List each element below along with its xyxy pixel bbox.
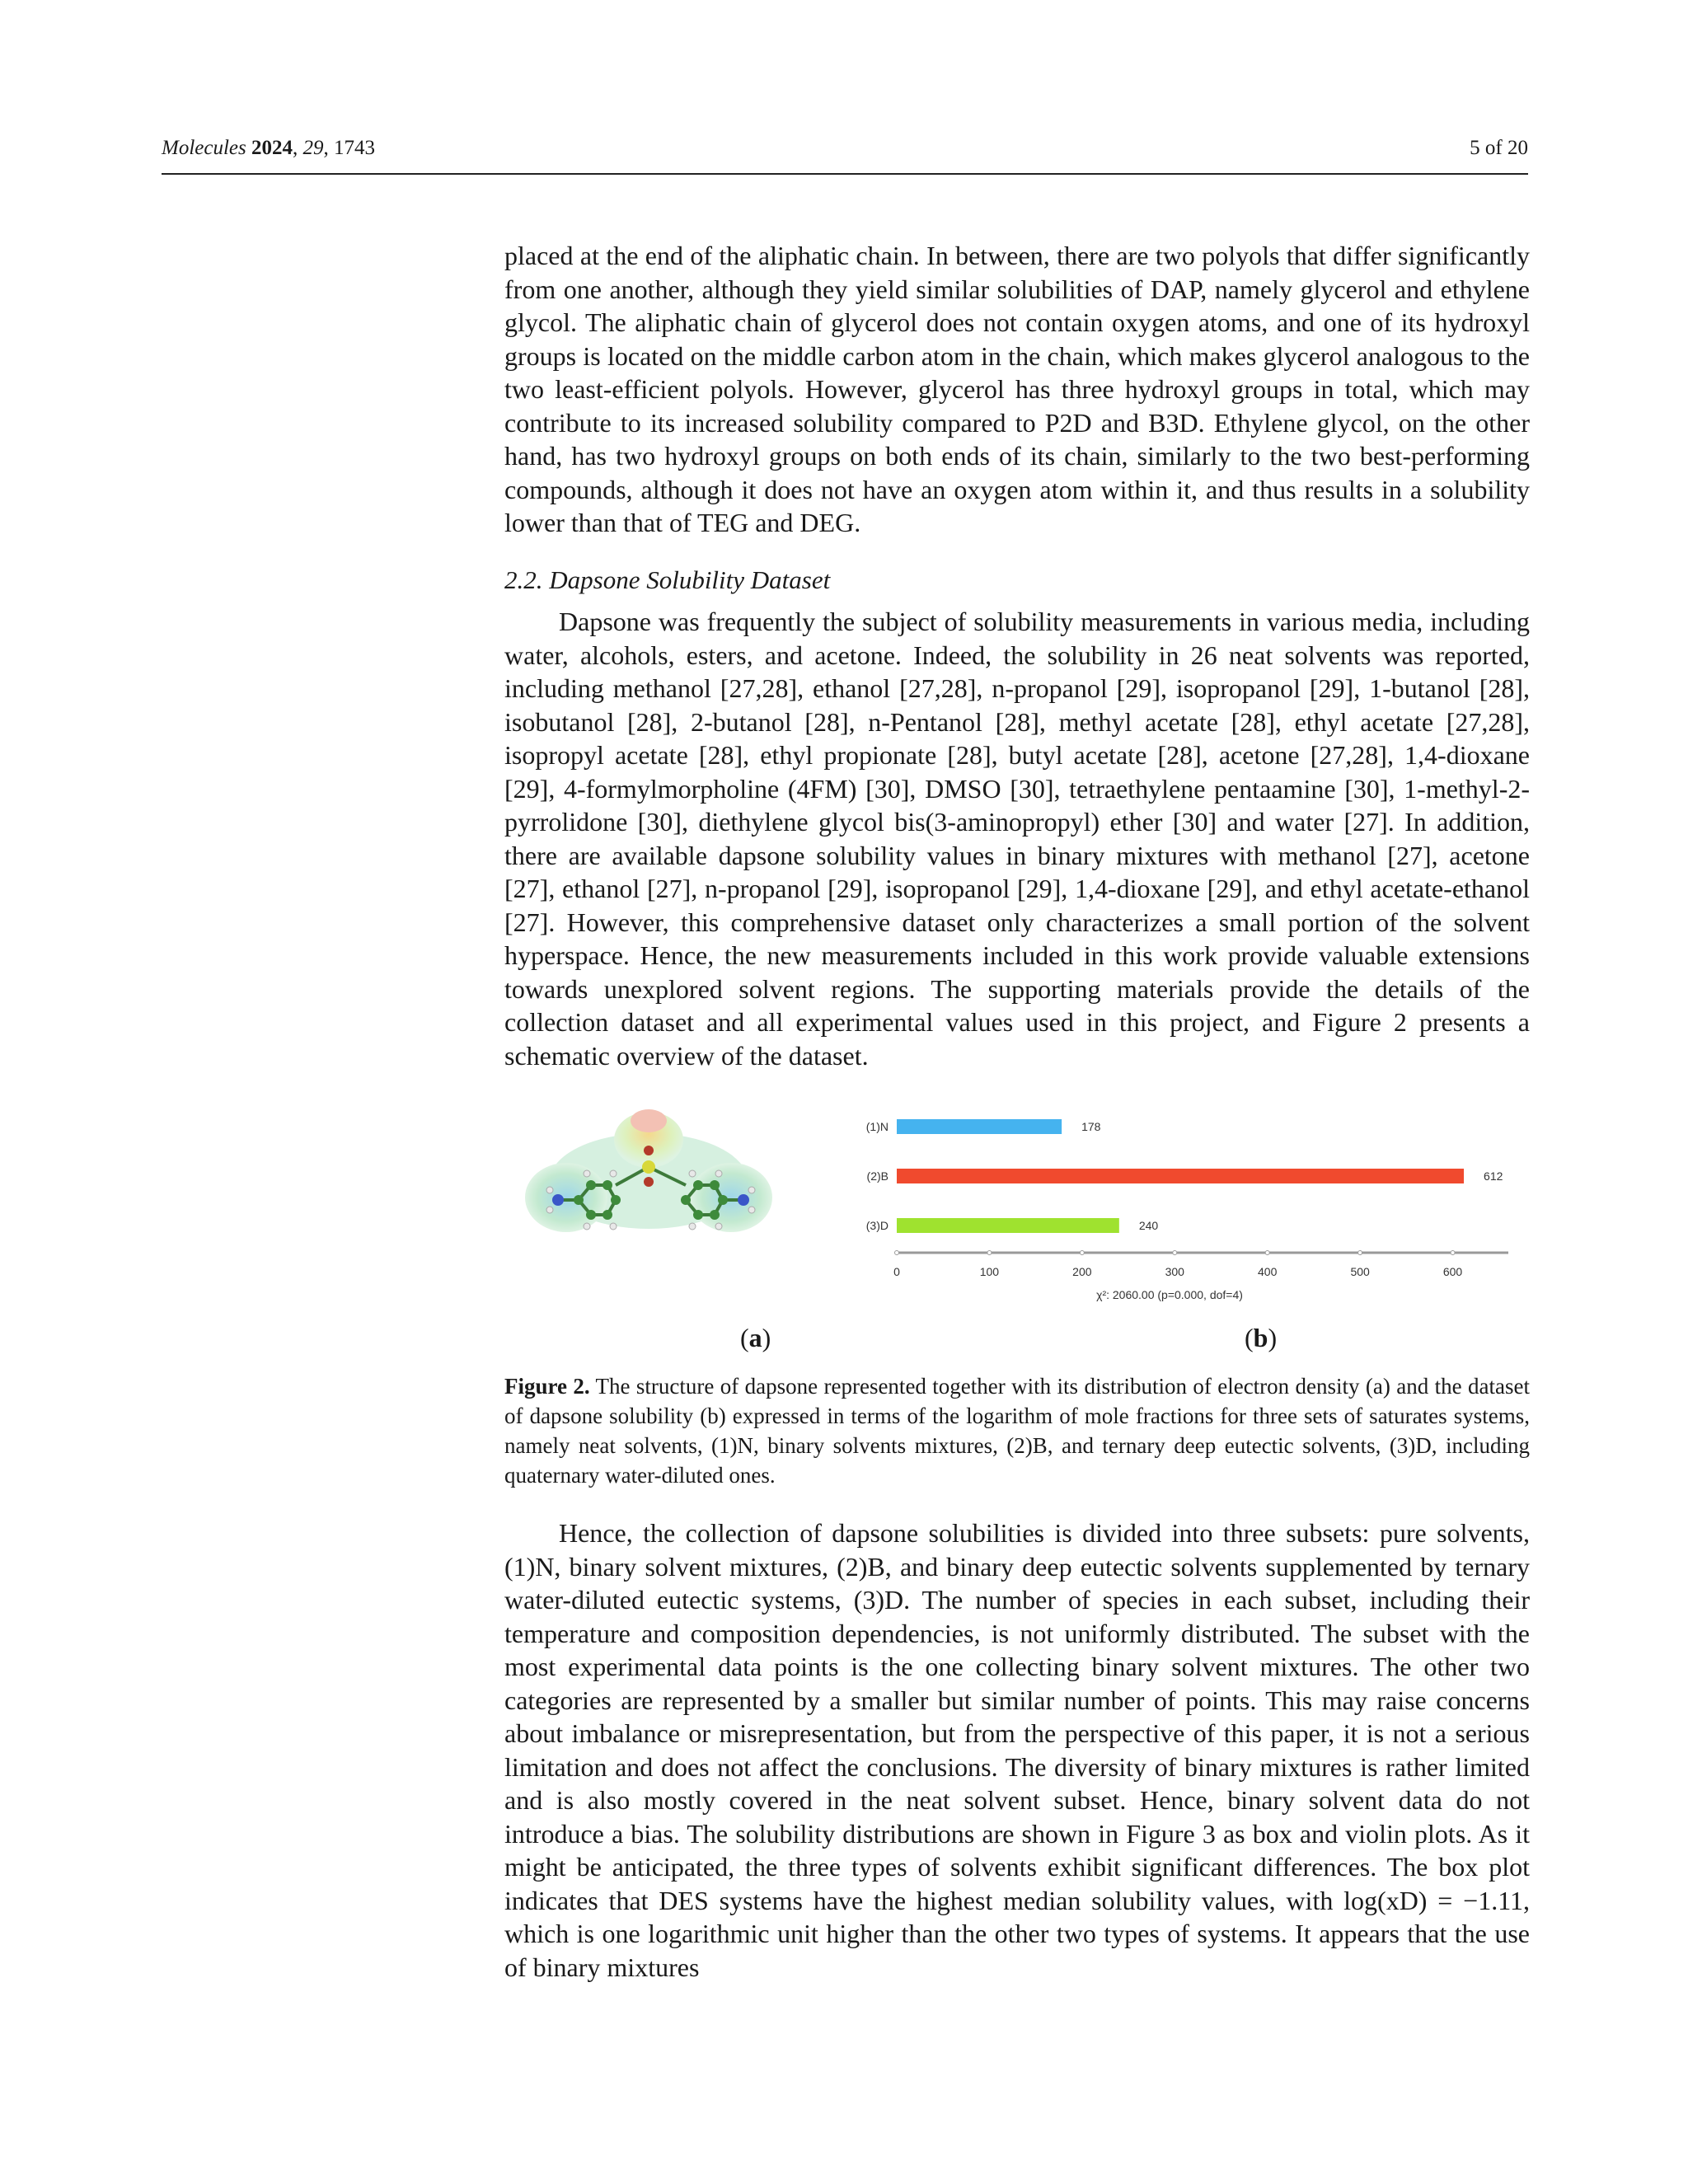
label-a-letter: a xyxy=(748,1323,762,1352)
x-tick-label: 200 xyxy=(1072,1265,1092,1278)
x-axis-label: χ²: 2060.00 (p=0.000, dof=4) xyxy=(1096,1288,1243,1301)
data-label: 240 xyxy=(1138,1219,1159,1232)
x-tick-label: 400 xyxy=(1258,1265,1278,1278)
journal-citation: Molecules 2024, 29, 1743 xyxy=(162,137,375,159)
category-label: (3)D xyxy=(865,1219,889,1232)
data-label: 178 xyxy=(1081,1120,1101,1133)
data-label: 612 xyxy=(1484,1169,1503,1183)
solubility-bar-chart xyxy=(849,1104,1517,1319)
label-b-close: ) xyxy=(1268,1323,1278,1352)
x-tick-label: 600 xyxy=(1442,1265,1463,1278)
section-heading: 2.2. Dapsone Solubility Dataset xyxy=(504,565,831,594)
label-a-open: ( xyxy=(740,1323,749,1352)
figure-label-b xyxy=(1245,1323,1277,1353)
x-tick-label: 0 xyxy=(893,1265,900,1278)
paragraph-1: placed at the end of the aliphatic chain. In between, there are two polyols that differ significantly from one another, although they yield similar solubilities of DAP, namely glycerol and ethylene glycol. The aliphatic chain of glycerol does not contain oxygen atoms, and one of its hydroxyl groups is located on the middle carbon atom in the chain, which makes glycerol analogous to the two least-efficient polyols. However, glycerol has three hydroxyl groups in total, which may contribute to its increased solubility compared to P2D and B3D. Ethylene glycol, on the other hand, has two hydroxyl groups on both ends of its chain, similarly to the two best-performing compounds, although it does not have an oxygen atom within it, and thus results in a solubility lower than that of TEG and DEG. xyxy=(504,241,1530,537)
journal-year: 2024 xyxy=(251,137,293,159)
x-tick xyxy=(987,1251,992,1255)
caption-text: The structure of dapsone represented together with its distribution of electron density (a) and the dataset of dapsone solubility (b) expressed in terms of the logarithm of mole fractions for three sets of saturates systems, namely neat solvents, (1)N, binary solvents mixtures, (2)B, and ternary deep eutectic solvents, (3)D, including quaternary water-diluted ones. xyxy=(504,1374,1530,1488)
label-b-open: ( xyxy=(1245,1323,1254,1352)
paragraph-3: Hence, the collection of dapsone solubilities is divided into three subsets: pure solvents, (1)N, binary solvent mixtures, (2)B, and binary deep eutectic solvents supplemented by ternary water-diluted eutectic systems, (3)D. The number of species in each subset, including their temperature and composition dependencies, is not uniformly distributed. The subset with the most experimental data points is the one collecting binary solvent mixtures. The other two categories are represented by a smaller but similar number of points. This may raise concerns about imbalance or misrepresentation, but from the perspective of this paper, it is not a serious limitation and does not affect the conclusions. The diversity of binary mixtures is rather limited and is also mostly covered in the neat solvent subset. Hence, binary solvent data do not introduce a bias. The solubility distributions are shown in Figure 3 as box and violin plots. As it might be anticipated, the three types of solvents exhibit significant differences. The box plot indicates that DES systems have the highest median solubility values, with log(xD) = −1.11, which is one logarithmic unit higher than the other two types of systems. It appears that the use of binary mixtures xyxy=(504,1518,1530,1982)
x-tick-label: 500 xyxy=(1350,1265,1370,1278)
category-label: (2)B xyxy=(866,1169,889,1183)
x-tick xyxy=(1173,1251,1177,1255)
journal-volume: 29 xyxy=(302,137,324,159)
label-a-close: ) xyxy=(762,1323,771,1352)
figure-label-a xyxy=(740,1323,771,1353)
x-tick-label: 300 xyxy=(1165,1265,1184,1278)
x-tick xyxy=(1265,1251,1269,1255)
caption-title: Figure 2. xyxy=(504,1374,590,1399)
x-tick xyxy=(1451,1251,1455,1255)
article-number: 1743 xyxy=(333,137,375,159)
x-tick xyxy=(895,1251,899,1255)
page-number: 5 of 20 xyxy=(1470,137,1528,159)
x-tick xyxy=(1080,1251,1084,1255)
category-label: (1)N xyxy=(865,1120,889,1133)
dapsone-molecule-image xyxy=(521,1103,776,1251)
bar-2 xyxy=(897,1218,1119,1233)
x-tick-label: 100 xyxy=(979,1265,1000,1278)
figure-caption xyxy=(504,1371,1530,1490)
label-b-letter: b xyxy=(1253,1323,1268,1352)
paragraph-2: Dapsone was frequently the subject of solubility measurements in various media, including water, alcohols, esters, and acetone. Indeed, the solubility in 26 neat solvents was reported, including methanol [27,28], ethanol [27,28], n-propanol [29], isopropanol [29], 1-butanol [28], isobutanol [28], 2-butanol [28], n-Pentanol [28], methyl acetate [28], ethyl acetate [27,28], isopropyl acetate [28], ethyl propionate [28], butyl acetate [28], acetone [27,28], 1,4-dioxane [29], 4-formylmorpholine (4FM) [30], DMSO [30], tetraethylene pentaamine [30], 1-methyl-2-pyrrolidone [30], diethylene glycol bis(3-aminopropyl) ether [30] and water [27]. In addition, there are available dapsone solubility values in binary mixtures with methanol [27], acetone [27], ethanol [27], n-propanol [29], isopropanol [29], 1,4-dioxane [29], and ethyl acetate-ethanol [27]. However, this comprehensive dataset only characterizes a small portion of the solvent hyperspace. Hence, the new measurements included in this work provide valuable extensions towards unexplored solvent regions. The supporting materials provide the details of the collection dataset and all experimental values used in this project, and Figure 2 presents a schematic overview of the dataset. xyxy=(504,607,1530,1071)
page-header xyxy=(162,132,1528,175)
bar-1 xyxy=(897,1169,1464,1183)
x-tick xyxy=(1358,1251,1362,1255)
journal-name: Molecules xyxy=(162,137,246,159)
bar-0 xyxy=(897,1119,1062,1134)
